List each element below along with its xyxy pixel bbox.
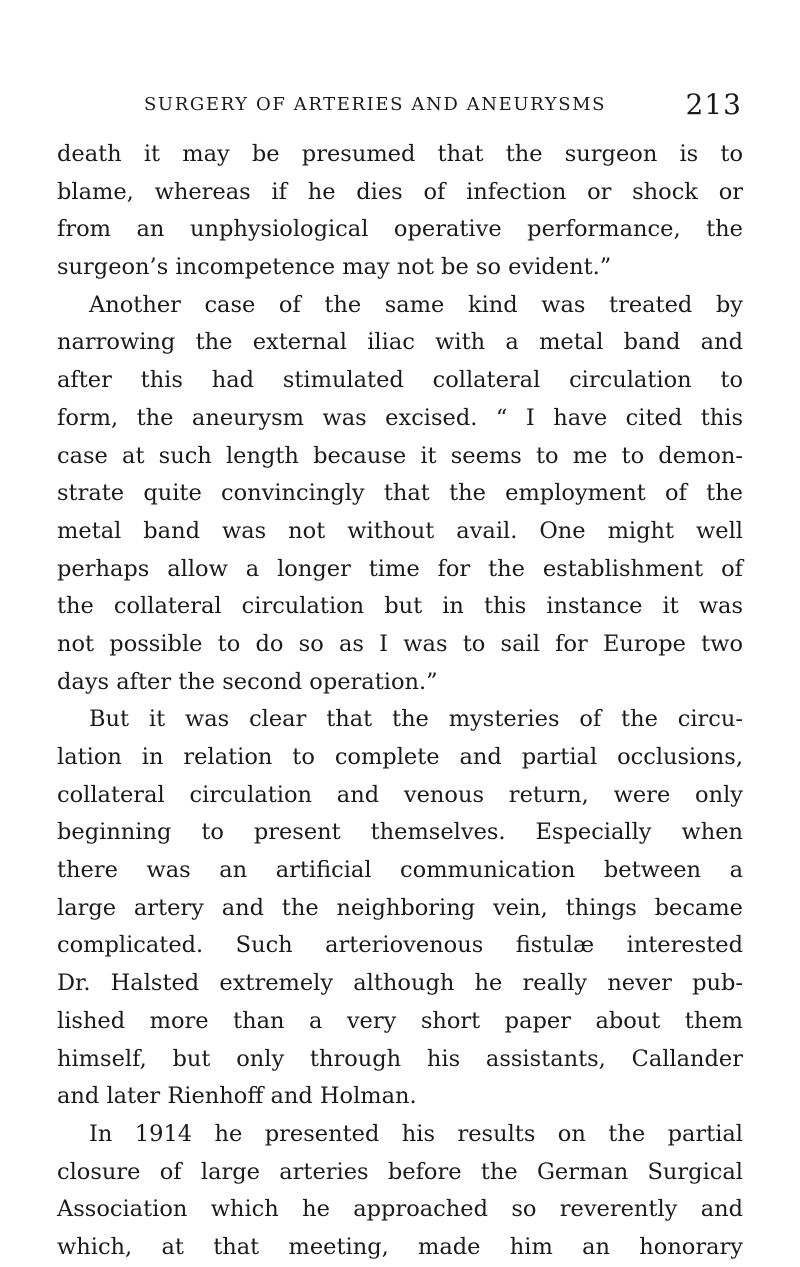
text-line: from an unphysiological operative performance, the	[57, 216, 743, 243]
text-line: perhaps allow a longer time for the establishment of	[57, 555, 743, 582]
text-line: blame, whereas if he dies of infection or shock or	[57, 178, 743, 205]
text-line: surgeon’s incompetence may not be so evident.”	[57, 254, 612, 281]
text-line: lation in relation to complete and partial occlusions,	[57, 744, 743, 770]
running-title: SURGERY OF ARTERIES AND ANEURYSMS	[144, 94, 607, 115]
text-line: death it may be presumed that the surgeon is to	[57, 141, 743, 167]
text-line: not possible to do so as I was to sail for Europe two	[57, 630, 743, 657]
text-line: form, the aneurysm was excised. “ I have cited this	[57, 404, 743, 431]
text-line: closure of large arteries before the German Surgical	[57, 1158, 743, 1185]
text-line: strate quite convincingly that the employment of the	[57, 480, 743, 507]
text-line: case at such length because it seems to me to demon-	[57, 442, 743, 469]
text-line: In 1914 he presented his results on the partial	[89, 1120, 743, 1147]
text-line: lished more than a very short paper about them	[57, 1007, 743, 1034]
text-line: days after the second operation.”	[57, 668, 438, 695]
text-line: Association which he approached so reverently and	[57, 1196, 743, 1223]
text-line: complicated. Such arteriovenous fistulæ interested	[57, 932, 743, 959]
text-line: the collateral circulation but in this instance it was	[57, 593, 743, 620]
text-line: Dr. Halsted extremely although he really never pub-	[57, 970, 743, 997]
text-line: But it was clear that the mysteries of the circu-	[89, 706, 743, 733]
text-line: metal band was not without avail. One might well	[57, 517, 743, 544]
text-line: there was an artificial communication between a	[57, 857, 743, 884]
text-line: himself, but only through his assistants, Callander	[57, 1045, 743, 1072]
text-line: narrowing the external iliac with a metal band and	[57, 329, 743, 356]
text-line: and later Rienhoff and Holman.	[57, 1083, 417, 1110]
body-text	[57, 136, 743, 1267]
text-line: collateral circulation and venous return, were only	[57, 781, 743, 808]
text-line: Another case of the same kind was treated by	[89, 291, 743, 318]
text-line: beginning to present themselves. Especially when	[57, 819, 743, 846]
text-line: large artery and the neighboring vein, things became	[57, 894, 743, 921]
text-line: which, at that meeting, made him an honorary	[57, 1233, 743, 1260]
running-head	[58, 88, 742, 128]
page-number: 213	[685, 88, 742, 121]
text-line: after this had stimulated collateral circulation to	[57, 367, 743, 394]
